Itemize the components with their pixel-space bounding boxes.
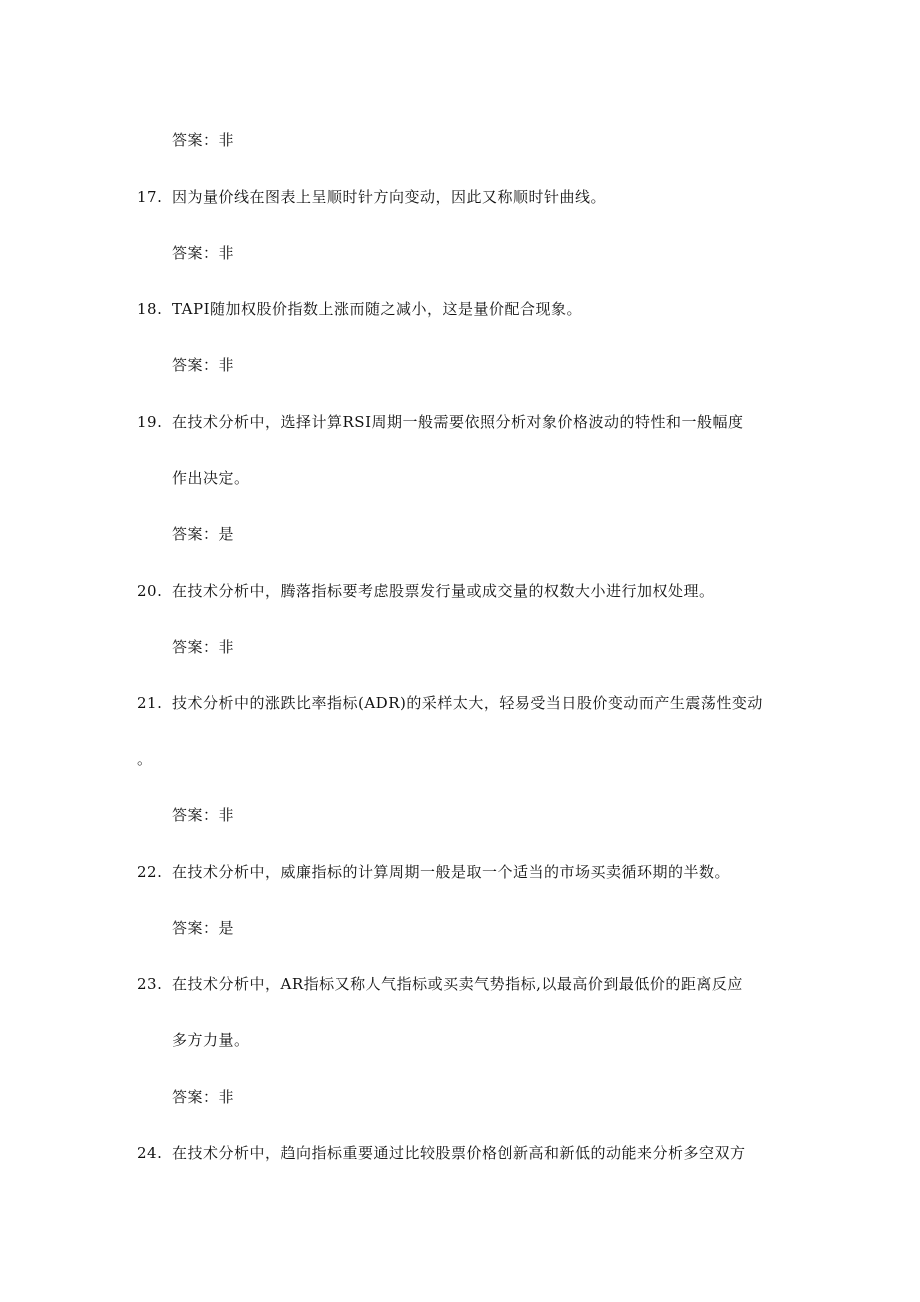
answer-value: 非 xyxy=(218,244,235,262)
answer-label: 答案： xyxy=(172,525,219,543)
question-text: 技术分析中的涨跌比率指标(ADR)的采样太大，轻易受当日股价变动而产生震荡性变动 xyxy=(172,694,763,712)
question-21 xyxy=(137,693,763,713)
answer-label: 答案： xyxy=(172,806,219,824)
question-text: 在技术分析中，AR指标又称人气指标或买卖气势指标,以最高价到最低价的距离反应 xyxy=(172,975,743,993)
question-number: 21. xyxy=(137,694,163,712)
question-continuation: 作出决定。 xyxy=(172,469,250,487)
answer-line xyxy=(172,637,234,657)
question-19 xyxy=(137,412,744,432)
answer-line xyxy=(172,524,234,544)
answer-value: 非 xyxy=(218,638,235,656)
question-number: 19. xyxy=(137,413,163,431)
answer-line xyxy=(172,355,234,375)
answer-label: 答案： xyxy=(172,244,219,262)
answer-value: 非 xyxy=(218,1088,235,1106)
question-continuation: 。 xyxy=(137,750,153,768)
answer-line xyxy=(172,243,234,263)
answer-label: 答案： xyxy=(172,638,219,656)
question-text: 在技术分析中，腾落指标要考虑股票发行量或成交量的权数大小进行加权处理。 xyxy=(172,582,715,600)
question-text: 在技术分析中，选择计算RSI周期一般需要依照分析对象价格波动的特性和一般幅度 xyxy=(172,413,744,431)
answer-value: 非 xyxy=(218,806,235,824)
question-number: 22. xyxy=(137,863,163,881)
answer-label: 答案： xyxy=(172,356,219,374)
question-number: 20. xyxy=(137,582,163,600)
question-text: 在技术分析中，趋向指标重要通过比较股票价格创新高和新低的动能来分析多空双方 xyxy=(172,1144,746,1162)
answer-line xyxy=(172,130,234,150)
question-17 xyxy=(137,187,606,207)
question-number: 17. xyxy=(137,188,163,206)
answer-value: 是 xyxy=(218,525,235,543)
question-number: 23. xyxy=(137,975,163,993)
question-number: 24. xyxy=(137,1144,163,1162)
question-23 xyxy=(137,974,743,994)
answer-line xyxy=(172,1087,234,1107)
answer-label: 答案： xyxy=(172,919,219,937)
question-continuation: 多方力量。 xyxy=(172,1031,250,1049)
answer-value: 是 xyxy=(218,919,235,937)
answer-line xyxy=(172,918,234,938)
answer-value: 非 xyxy=(218,131,235,149)
question-text: TAPI随加权股价指数上涨而随之减小，这是量价配合现象。 xyxy=(172,300,583,318)
question-text: 因为量价线在图表上呈顺时针方向变动，因此又称顺时针曲线。 xyxy=(172,188,607,206)
answer-line xyxy=(172,805,234,825)
question-24 xyxy=(137,1143,746,1163)
question-18 xyxy=(137,299,582,319)
question-20 xyxy=(137,581,715,601)
answer-label: 答案： xyxy=(172,1088,219,1106)
question-number: 18. xyxy=(137,300,163,318)
answer-label: 答案： xyxy=(172,131,219,149)
question-text: 在技术分析中，威廉指标的计算周期一般是取一个适当的市场买卖循环期的半数。 xyxy=(172,863,731,881)
answer-value: 非 xyxy=(218,356,235,374)
question-22 xyxy=(137,862,730,882)
